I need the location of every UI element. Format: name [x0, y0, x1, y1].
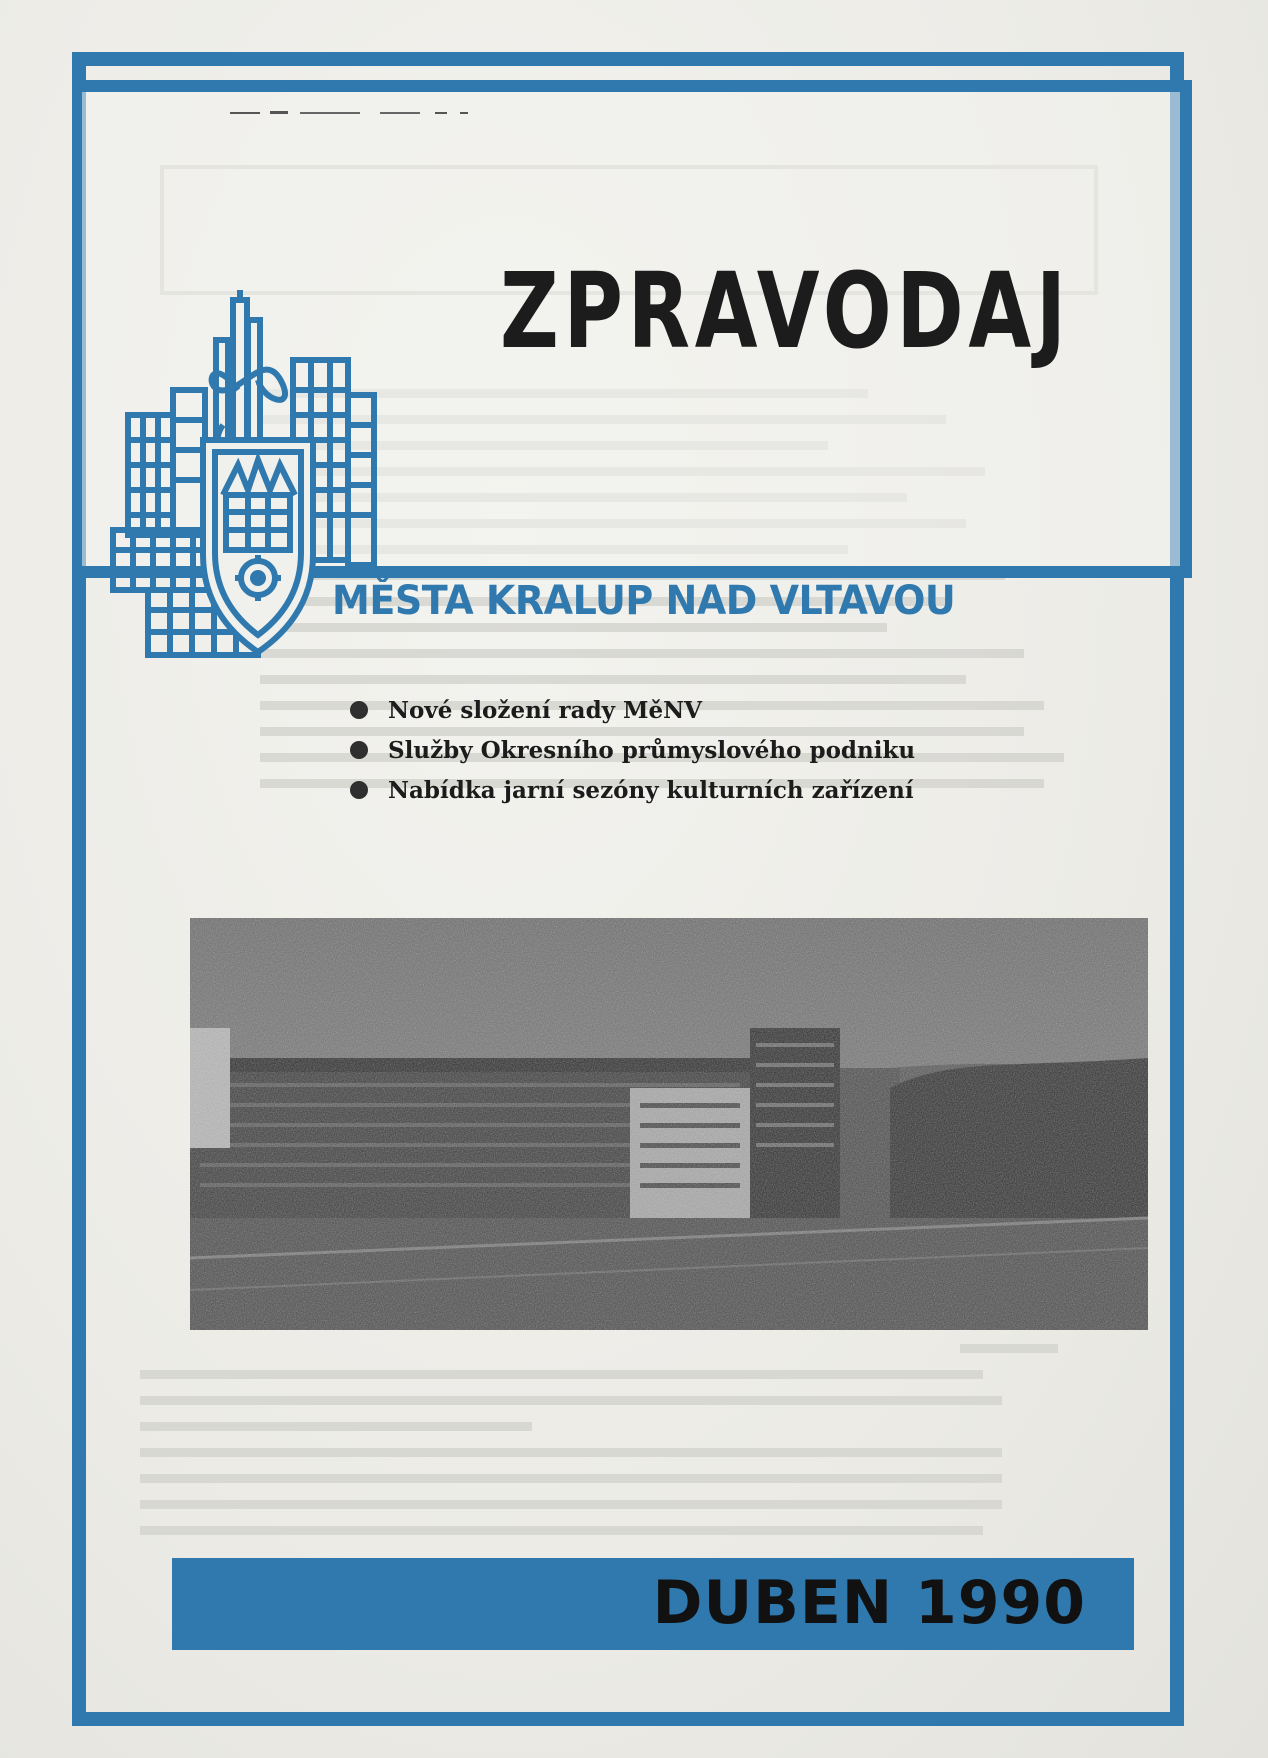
cover-photo — [190, 918, 1148, 1330]
masthead-subtitle: MĚSTA KRALUP NAD VLTAVOU — [332, 578, 956, 624]
contents-item-text: Nové složení rady MěNV — [388, 696, 702, 724]
masthead-title: ZPRAVODAJ — [500, 250, 1071, 372]
bullet-icon — [350, 741, 368, 759]
bullet-icon — [350, 701, 368, 719]
bullet-icon — [350, 781, 368, 799]
list-item — [350, 690, 915, 730]
issue-date: DUBEN 1990 — [652, 1568, 1086, 1638]
issue-date-bar — [172, 1558, 1134, 1650]
contents-item-text: Nabídka jarní sezóny kulturních zařízení — [388, 776, 914, 804]
list-item — [350, 770, 915, 810]
list-item — [350, 730, 915, 770]
print-smudge — [230, 110, 480, 116]
contents-list — [350, 690, 915, 810]
contents-item-text: Služby Okresního průmyslového podniku — [388, 736, 916, 764]
cover-photo-image — [190, 918, 1148, 1330]
